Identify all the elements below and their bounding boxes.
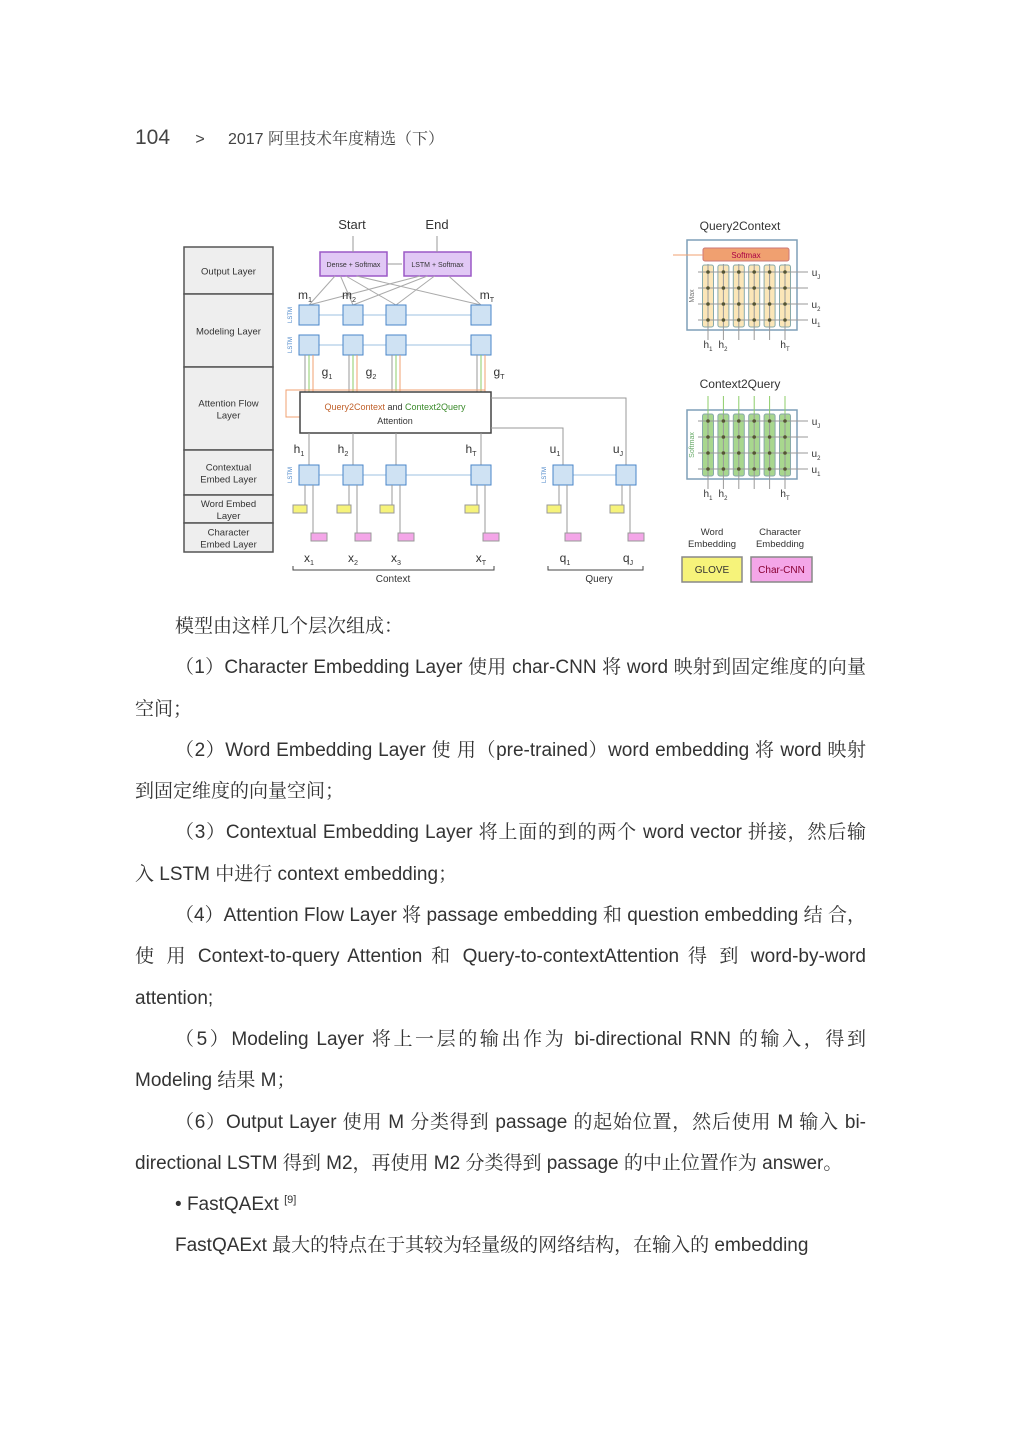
c2q-cell-dot <box>752 435 756 439</box>
lstm-cell <box>553 465 573 485</box>
lstm-label: LSTM <box>288 466 294 484</box>
word-embedding-cell <box>465 505 479 513</box>
char-embedding-legend-label: Embedding <box>755 539 805 550</box>
h-label: $h_1$ <box>293 442 305 458</box>
m-label: $m_2$ <box>342 288 356 304</box>
char-embedding-cell <box>628 533 644 541</box>
lstm-cell <box>343 305 363 325</box>
c2q-cell-dot <box>768 467 772 471</box>
citation-ref: [9] <box>284 1194 297 1207</box>
bullet-icon: • <box>175 1194 182 1216</box>
context-brace <box>293 566 494 570</box>
q2c-u-label: $u_1$ <box>811 316 821 329</box>
lstm-cell <box>299 465 319 485</box>
item-paragraph: （3）Contextual Embedding Layer 将上面的到的两个 word vector 拼接，然后输入 LSTM 中进行 context embedding； <box>135 822 866 885</box>
body-text <box>135 606 866 1267</box>
q2c-max-label: Max <box>689 289 696 303</box>
bullet-item <box>135 1184 866 1225</box>
lstm-label: LSTM <box>542 466 548 484</box>
m-label: $m_T$ <box>479 288 495 304</box>
layer-label: Output Layer <box>201 266 256 278</box>
g-label: $g_2$ <box>365 365 377 381</box>
layer-label: Character <box>207 527 250 539</box>
c2q-title: Context2Query <box>699 377 781 391</box>
c2q-cell-dot <box>737 451 741 455</box>
q2c-cell-dot <box>768 302 772 306</box>
end-label: End <box>425 217 449 232</box>
lstm-cell <box>299 305 319 325</box>
item-paragraph: （6）Output Layer 使用 M 分类得到 passage 的起始位置，然后使用 M 输入 bi-directional LSTM 得到 M2，再使用 M2 分类得到 passage 的中止位置作为 answer。 <box>135 1111 866 1174</box>
x-label: $x_T$ <box>475 551 487 567</box>
layer-label: Contextual <box>205 462 252 474</box>
query-label: Query <box>585 574 613 585</box>
fastqaext-paragraph: FastQAExt 最大的特点在于其较为轻量级的网络结构，在输入的 embedding <box>175 1235 809 1257</box>
c2q-cell-dot <box>722 419 726 423</box>
lstm-cell <box>343 335 363 355</box>
q2c-u-label: $u_J$ <box>811 268 821 281</box>
c2q-cell-dot <box>737 419 741 423</box>
attention-title: Query2Context and Context2Query <box>324 402 466 412</box>
q2c-cell-dot <box>722 270 726 274</box>
q2c-title: Query2Context <box>699 219 781 233</box>
q2c-cell-dot <box>722 302 726 306</box>
char-embedding-cell <box>311 533 327 541</box>
item-paragraph: （2）Word Embedding Layer 使 用（pre-trained）word embedding 将 word 映射到固定维度的向量空间； <box>135 739 866 803</box>
book-title: 2017 阿里技术年度精选（下） <box>227 131 444 148</box>
m-to-dense-line <box>309 276 335 305</box>
layer-label: Attention Flow <box>198 398 259 410</box>
m-label: $m_1$ <box>298 288 312 304</box>
layer-label: Embed Layer <box>200 474 257 486</box>
q2c-cell-dot <box>752 270 756 274</box>
layer-label: Modeling Layer <box>196 326 261 338</box>
c2q-cell-dot <box>768 451 772 455</box>
q2c-cell-dot <box>752 302 756 306</box>
c2q-cell-dot <box>752 419 756 423</box>
charcnn-legend-label: Char-CNN <box>758 565 805 576</box>
q2c-cell-dot <box>783 318 787 322</box>
q2c-cell-dot <box>706 318 710 322</box>
c2q-cell-dot <box>706 435 710 439</box>
q2c-h-label: $h_T$ <box>780 340 790 353</box>
u-label: $u_1$ <box>549 442 561 458</box>
layer-label: Layer <box>216 410 241 422</box>
c2q-softmax-label: Softmax <box>689 432 696 458</box>
q2c-cell-dot <box>768 286 772 290</box>
word-embedding-cell <box>547 505 561 513</box>
x-label: $x_3$ <box>391 551 401 567</box>
lstm-label: LSTM <box>288 336 294 354</box>
c2q-cell-dot <box>768 419 772 423</box>
q2c-cell-dot <box>752 318 756 322</box>
q2c-cell-dot <box>706 286 710 290</box>
h-label: $h_2$ <box>337 442 349 458</box>
lstm-cell <box>386 465 406 485</box>
char-embedding-cell <box>483 533 499 541</box>
c2q-cell-dot <box>783 419 787 423</box>
c2q-cell-dot <box>783 435 787 439</box>
c2q-u-label: $u_2$ <box>811 449 821 462</box>
c2q-cell-dot <box>706 419 710 423</box>
item-paragraph: （5）Modeling Layer 将上一层的输出作为 bi-directional RNN 的输入，得到 Modeling 结果 M； <box>135 1028 866 1092</box>
item-paragraph: （4）Attention Flow Layer 将 passage embedding 和 question embedding 结 合， 使 用 Context-to-query Attention 和 Query-to-contextAttention 得 到 word-by-word attention; <box>135 905 866 1009</box>
c2q-cell-dot <box>706 467 710 471</box>
layer-label: Word Embed <box>200 499 257 510</box>
c2q-h-label: $h_2$ <box>718 489 728 502</box>
q2c-h-label: $h_1$ <box>703 340 713 353</box>
attention-subtitle: Attention <box>377 416 413 426</box>
g-label: $g_1$ <box>321 365 333 381</box>
q2c-u-label: $u_2$ <box>811 300 821 313</box>
lstm-cell <box>471 335 491 355</box>
lstm-cell <box>386 335 406 355</box>
q2c-cell-dot <box>737 302 741 306</box>
q2c-cell-dot <box>737 270 741 274</box>
c2q-cell-dot <box>752 467 756 471</box>
q2c-cell-dot <box>768 270 772 274</box>
c2q-cell-dot <box>722 435 726 439</box>
x-label: $x_1$ <box>304 551 314 567</box>
lstm-cell <box>616 465 636 485</box>
lstm-softmax-label: LSTM + Softmax <box>411 262 464 269</box>
q2c-cell-dot <box>768 318 772 322</box>
word-embedding-cell <box>337 505 351 513</box>
m-to-lstm-line <box>449 276 481 305</box>
bullet-text: FastQAExt <box>186 1194 279 1216</box>
intro-paragraph: 模型由这样几个层次组成： <box>175 616 404 637</box>
lstm-label: LSTM <box>288 306 294 324</box>
page-header <box>135 126 444 150</box>
glove-legend-label: GLOVE <box>694 565 730 576</box>
c2q-u-label: $u_1$ <box>811 465 821 478</box>
u-label: $u_J$ <box>612 442 624 458</box>
q2c-cell-dot <box>737 286 741 290</box>
q2c-cell-dot <box>737 318 741 322</box>
lstm-cell <box>386 305 406 325</box>
lstm-cell <box>299 335 319 355</box>
page-number: 104 <box>135 126 171 149</box>
q-label: $q_1$ <box>559 551 571 567</box>
c2q-cell-dot <box>768 435 772 439</box>
q2c-cell-dot <box>722 286 726 290</box>
c2q-cell-dot <box>752 451 756 455</box>
q2c-cell-dot <box>783 286 787 290</box>
c2q-u-label: $u_J$ <box>811 417 821 430</box>
bidaf-architecture-figure <box>180 210 840 590</box>
g-label: $g_T$ <box>493 365 505 381</box>
q-label: $q_J$ <box>622 551 634 567</box>
layer-label: Layer <box>216 511 241 522</box>
c2q-cell-dot <box>737 467 741 471</box>
m-to-dense-line <box>357 276 482 305</box>
layer-label: Embed Layer <box>200 539 257 551</box>
q2c-softmax-label: Softmax <box>731 251 761 260</box>
c2q-cell-dot <box>722 467 726 471</box>
char-embedding-cell <box>565 533 581 541</box>
char-embedding-cell <box>355 533 371 541</box>
context-label: Context <box>375 574 411 585</box>
word-embedding-cell <box>610 505 624 513</box>
c2q-cell-dot <box>722 451 726 455</box>
lstm-cell <box>471 465 491 485</box>
c2q-h-label: $h_1$ <box>703 489 713 502</box>
q2c-cell-dot <box>706 270 710 274</box>
char-embedding-legend-label: Character <box>759 527 801 538</box>
c2q-cell-dot <box>737 435 741 439</box>
dense-softmax-label: Dense + Softmax <box>326 262 381 269</box>
q2c-cell-dot <box>722 318 726 322</box>
item-paragraph: （1）Character Embedding Layer 使用 char-CNN 将 word 映射到固定维度的向量空间； <box>135 657 866 720</box>
q2c-h-label: $h_2$ <box>718 340 728 353</box>
char-embedding-cell <box>398 533 414 541</box>
word-embedding-cell <box>293 505 307 513</box>
lstm-cell <box>343 465 363 485</box>
header-separator: > <box>195 131 205 148</box>
attention-flow-box <box>300 392 491 433</box>
word-embedding-cell <box>380 505 394 513</box>
word-embedding-legend-label: Word <box>700 527 724 538</box>
q2c-cell-dot <box>783 302 787 306</box>
q2c-cell-dot <box>783 270 787 274</box>
q2c-cell-dot <box>752 286 756 290</box>
q2c-cell-dot <box>706 302 710 306</box>
c2q-cell-dot <box>706 451 710 455</box>
h-label: $h_T$ <box>465 442 477 458</box>
word-embedding-legend-label: Embedding <box>687 539 737 550</box>
c2q-h-label: $h_T$ <box>780 489 790 502</box>
lstm-cell <box>471 305 491 325</box>
x-label: $x_2$ <box>348 551 358 567</box>
start-label: Start <box>338 217 366 232</box>
c2q-cell-dot <box>783 467 787 471</box>
c2q-cell-dot <box>783 451 787 455</box>
